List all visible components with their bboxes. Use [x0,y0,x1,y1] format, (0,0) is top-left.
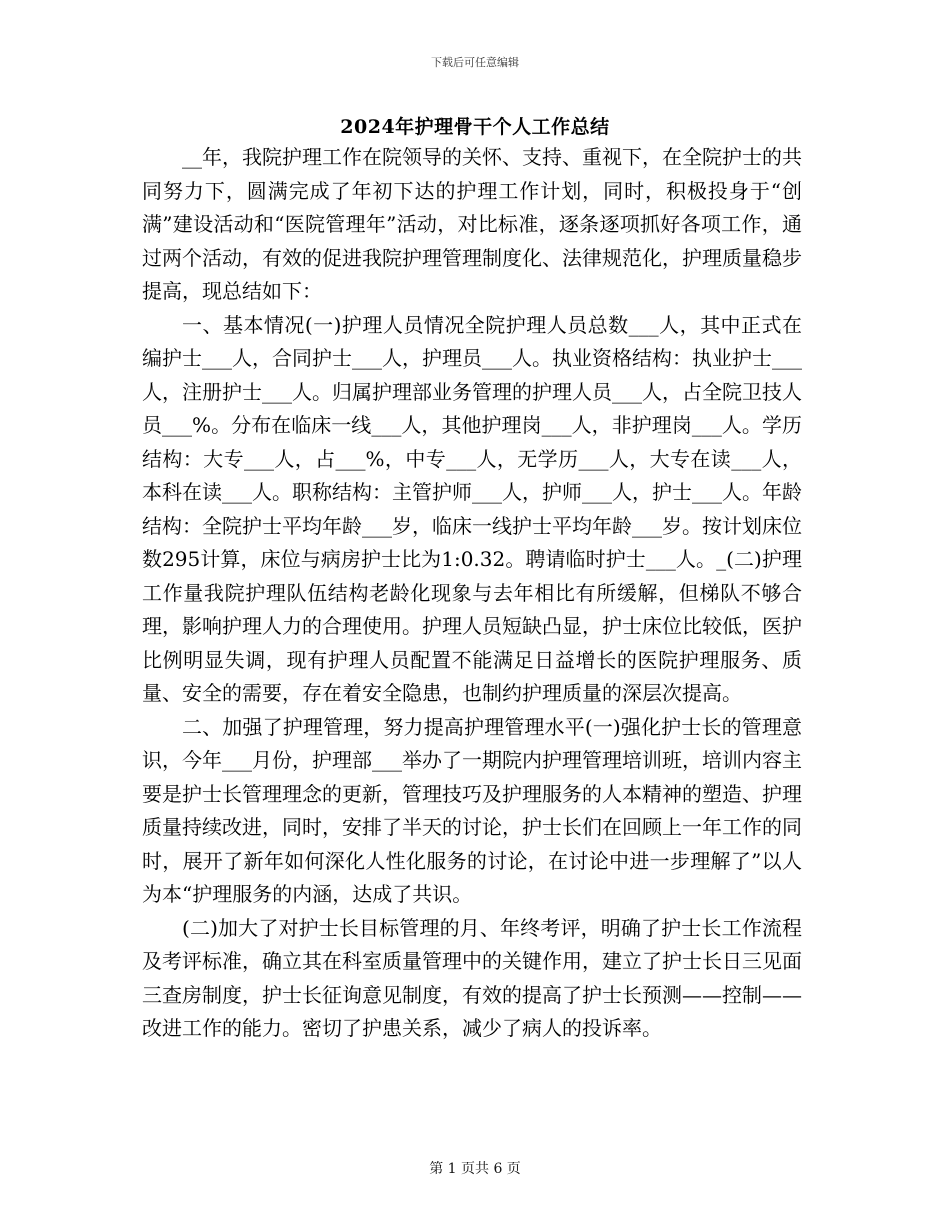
paragraph: __年，我院护理工作在院领导的关怀、支持、重视下，在全院护士的共同努力下，圆满完成了年初下达的护理工作计划，同时，积极投身于“创满”建设活动和“医院管理年”活动，对比标准，逐条逐项抓好各项工作，通过两个活动，有效的促进我院护理管理制度化、法律规范化，护理质量稳步提高，现总结如下： [142,145,802,303]
paragraph: 二、加强了护理管理，努力提高护理管理水平(一)强化护士长的管理意识，今年___月份，护理部___举办了一期院内护理管理培训班，培训内容主要是护士长管理理念的更新，管理技巧及护理服务的人本精神的塑造、护理质量持续改进，同时，安排了半天的讨论，护士长们在回顾上一年工作的同时，展开了新年如何深化人性化服务的讨论，在讨论中进一步理解了”以人为本“护理服务的内涵，达成了共识。 [142,714,802,906]
document-body [142,141,802,1046]
paragraph: (二)加大了对护士长目标管理的月、年终考评，明确了护士长工作流程及考评标准，确立其在科室质量管理中的关键作用，建立了护士长日三见面三查房制度，护士长征询意见制度，有效的提高了护士长预测——控制——改进工作的能力。密切了护患关系，减少了病人的投诉率。 [142,915,802,1040]
document-title: 2024年护理骨干个人工作总结 [340,116,610,138]
paragraph: 一、基本情况(一)护理人员情况全院护理人员总数___人，其中正式在编护士___人，合同护士___人，护理员___人。执业资格结构：执业护士___人，注册护士___人。归属护理部业务管理的护理人员___人，占全院卫技人员___%。分布在临床一线___人，其他护理岗___人，非护理岗___人。学历结构：大专___人，占___%，中专___人，无学历___人，大专在读___人，本科在读___人。职称结构：主管护师___人，护师___人，护士___人。年龄结构：全院护士平均年龄___岁，临床一线护士平均年龄___岁。按计划床位数295计算，床位与病房护士比为1:0.32。聘请临时护士___人。_(二)护理工作量我院护理队伍结构老龄化现象与去年相比有所缓解，但梯队不够合理，影响护理人力的合理使用。护理人员短缺凸显，护士床位比较低，医护比例明显失调，现有护理人员配置不能满足日益增长的医院护理服务、质量、安全的需要，存在着安全隐患，也制约护理质量的深层次提高。 [142,312,802,705]
header-note: 下载后可任意编辑 [431,56,519,69]
page-footer: 第 1 页共 6 页 [429,1161,521,1177]
